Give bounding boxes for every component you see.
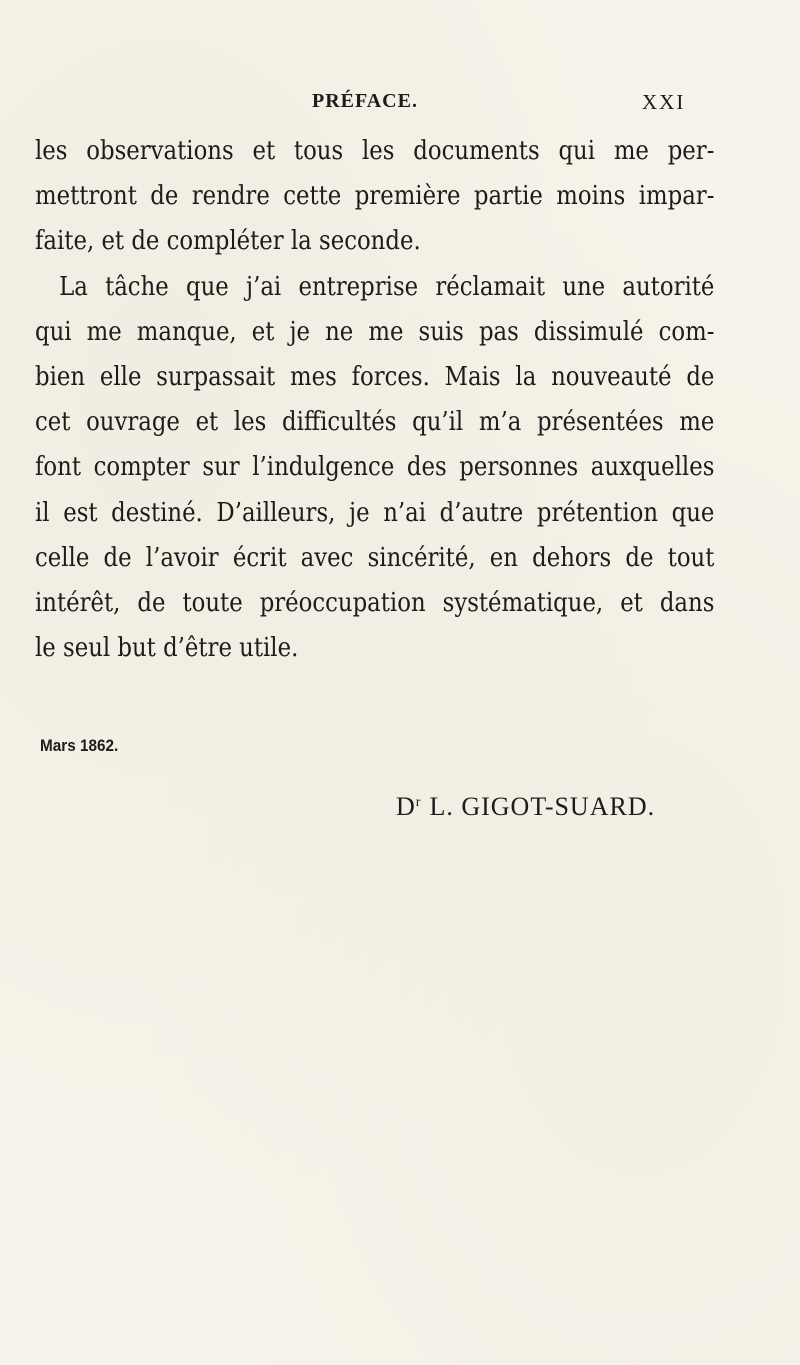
text-line: font compter sur l’indulgence des personnes auxquelles bbox=[35, 451, 715, 483]
running-head bbox=[0, 90, 800, 120]
body-text bbox=[35, 128, 715, 670]
text-line: qui me manque, et je ne me suis pas dissimulé com- bbox=[35, 315, 715, 347]
text-line: intérêt, de toute préoccupation systématique, et dans bbox=[35, 586, 715, 618]
author-signature bbox=[396, 792, 655, 822]
text-line: le seul but d’être utile. bbox=[35, 632, 299, 664]
date-line: Mars 1862. bbox=[40, 736, 119, 755]
text-line: bien elle surpassait mes forces. Mais la nouveauté de bbox=[35, 360, 715, 392]
page-number: XXI bbox=[642, 90, 686, 114]
signature-name: L. GIGOT-SUARD. bbox=[429, 792, 656, 821]
text-line: mettront de rendre cette première partie moins impar- bbox=[35, 180, 715, 212]
paragraph-2 bbox=[35, 264, 715, 671]
text-line: cet ouvrage et les difficultés qu’il m’a présentées me bbox=[35, 406, 715, 438]
page-title: PRÉFACE. bbox=[312, 90, 418, 112]
text-line: faite, et de compléter la seconde. bbox=[35, 225, 421, 257]
signature-title-superscript: r bbox=[415, 795, 422, 810]
text-line: celle de l’avoir écrit avec sincérité, en dehors de tout bbox=[35, 541, 715, 573]
paragraph-1 bbox=[35, 128, 715, 264]
text-line: La tâche que j’ai entreprise réclamait une autorité bbox=[59, 270, 715, 302]
signature-title: D bbox=[396, 792, 416, 821]
text-line: les observations et tous les documents qui me per- bbox=[35, 135, 715, 166]
text-line: il est destiné. D’ailleurs, je n’ai d’autre prétention que bbox=[35, 496, 715, 528]
